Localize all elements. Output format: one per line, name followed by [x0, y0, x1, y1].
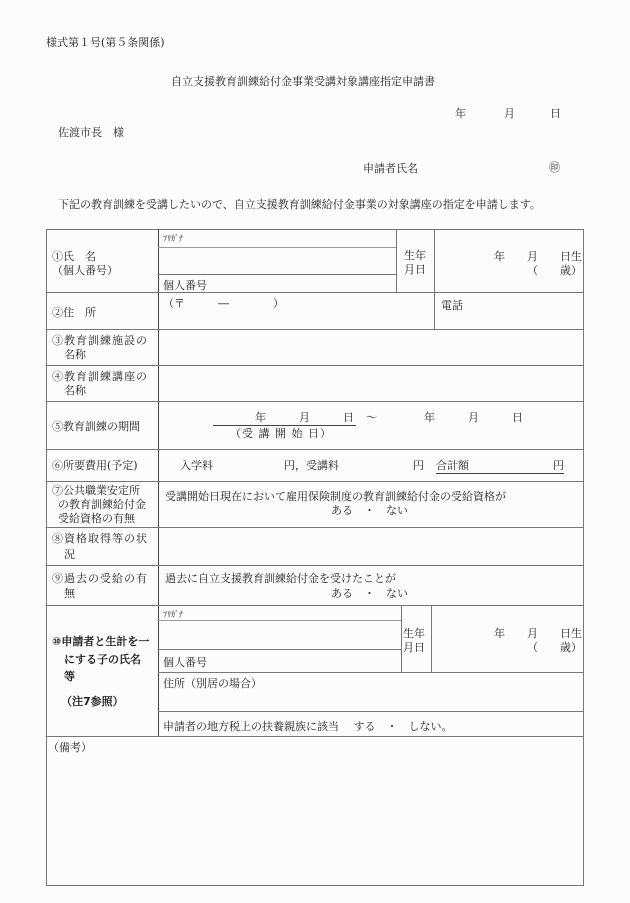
row-divider [46, 449, 584, 450]
birth-label-1: 生年 [404, 249, 426, 262]
birth-date-line[interactable]: 年 月 日生 [494, 250, 582, 263]
dependent-statement[interactable]: 申請者の地方税上の扶養親族に該当 する ・ しない。 [163, 720, 453, 733]
child-birth-col-right [431, 605, 432, 672]
row-divider [46, 329, 584, 330]
course-label: ④教育訓練講座の [52, 370, 148, 383]
child-address-divider [158, 672, 584, 673]
tuition-label: 円，受講料 [284, 459, 339, 472]
child-note: （注7参照） [61, 695, 124, 708]
date-year: 年 [455, 107, 466, 120]
name-label: ①氏 名 [52, 250, 96, 263]
postal-code[interactable]: （〒 ― ） [163, 297, 284, 310]
child-kojin-label: 個人番号 [163, 656, 207, 669]
child-label: ⑩申請者と生計を一 [52, 635, 150, 648]
birth-col-right [434, 229, 435, 329]
facility-label-2: 名称 [64, 348, 86, 361]
qualification-label: ⑧資格取得等の状 [52, 532, 148, 545]
row-divider [46, 527, 584, 528]
table-border-right [583, 229, 584, 886]
end-date[interactable]: 年 月 日 [424, 411, 523, 424]
eligibility-choice[interactable]: ある ・ ない [331, 504, 408, 517]
child-birth-label-1: 生年 [403, 627, 425, 640]
applicant-name-label: 申請者氏名 [363, 162, 418, 175]
furigana-field[interactable] [200, 231, 390, 246]
row-divider [46, 605, 584, 606]
child-address-field[interactable] [160, 690, 580, 709]
applicant-name-field[interactable] [425, 156, 543, 174]
child-furigana-label: ﾌﾘｶﾞﾅ [163, 610, 183, 619]
total-label[interactable] [436, 457, 564, 474]
past-benefit-text: 過去に自立支援教育訓練給付金を受けたことが [165, 572, 396, 585]
past-benefit-choice[interactable]: ある ・ ない [331, 587, 408, 600]
personal-number-label: （個人番号） [52, 264, 118, 277]
phone-field[interactable] [470, 295, 578, 325]
eligibility-label-3: 受給資格の有無 [58, 512, 135, 525]
addressee: 佐渡市長 様 [58, 126, 124, 139]
name-field[interactable] [160, 249, 394, 273]
qualification-field[interactable] [160, 529, 580, 563]
row-divider [46, 736, 584, 737]
eligibility-text: 受講開始日現在において雇用保険制度の教育訓練給付金の受給資格が [165, 490, 506, 503]
child-dependent-divider [158, 711, 584, 712]
date-month: 月 [504, 107, 515, 120]
child-furigana-divider [158, 620, 401, 621]
remarks-field[interactable] [50, 755, 578, 881]
facility-name-field[interactable] [160, 331, 580, 363]
seal-mark: ㊞ [549, 161, 560, 174]
course-label-2: 名称 [64, 384, 86, 397]
start-date[interactable]: 年 月 日 [213, 409, 356, 426]
statement: 下記の教育訓練を受講したいので、自立支援教育訓練給付金事業の対象講座の指定を申請します。 [58, 198, 541, 211]
total-label-text: 合計額 [436, 459, 469, 472]
child-age-line[interactable]: （ 歳） [527, 641, 582, 654]
cost-label: ⑥所要費用(予定) [52, 459, 138, 472]
child-kojin-divider [158, 649, 401, 650]
phone-label: 電話 [441, 299, 463, 312]
date-day: 日 [550, 107, 561, 120]
kojin-divider [158, 274, 396, 275]
birth-col-left [396, 229, 397, 292]
entrance-fee-label: 入学料 [180, 459, 213, 472]
furigana-label: ﾌﾘｶﾞﾅ [163, 234, 183, 243]
child-name-field[interactable] [160, 622, 399, 648]
table-border-bottom [46, 885, 584, 886]
child-birth-label-2: 月日 [403, 641, 425, 654]
remarks-label: （備考） [48, 741, 92, 754]
table-border-left [46, 229, 47, 886]
form-number: 様式第１号(第５条関係) [46, 36, 165, 49]
address-field[interactable] [160, 310, 430, 327]
tuition-field[interactable] [340, 455, 406, 471]
tuition-yen: 円 [413, 459, 424, 472]
row-divider [46, 401, 584, 402]
facility-label: ③教育訓練施設の [52, 334, 148, 347]
eligibility-label: ⑦公共職業安定所 [52, 484, 140, 497]
child-label-3: 等 [64, 670, 75, 683]
tilde: ～ [366, 411, 377, 424]
eligibility-label-2: の教育訓練給付金 [58, 498, 146, 511]
row-divider [46, 565, 584, 566]
child-kojin-field[interactable] [215, 652, 398, 670]
row-divider [46, 292, 584, 293]
total-yen: 円 [553, 459, 564, 472]
label-column-divider [158, 229, 159, 736]
start-date-caption: （受 講 開 始 日） [230, 427, 332, 440]
past-benefit-label-2: 無 [64, 587, 75, 600]
page-title: 自立支援教育訓練給付金事業受講対象講座指定申請書 [171, 75, 435, 88]
furigana-divider [158, 247, 396, 248]
course-name-field[interactable] [160, 367, 580, 399]
table-border-top [46, 229, 584, 230]
child-furigana-field[interactable] [200, 607, 395, 619]
row-divider [46, 365, 584, 366]
child-label-2: にする子の氏名 [64, 653, 141, 666]
child-birth-col-left [401, 605, 402, 672]
child-address-label: 住所（別居の場合） [163, 677, 262, 690]
child-birth-date-line[interactable]: 年 月 日生 [494, 627, 582, 640]
kojin-label: 個人番号 [163, 279, 207, 292]
past-benefit-label: ⑨過去の受給の有 [52, 572, 148, 585]
address-label: ②住 所 [52, 306, 96, 319]
birth-label-2: 月日 [404, 263, 426, 276]
qualification-label-2: 況 [64, 548, 75, 561]
kojin-field[interactable] [215, 276, 393, 291]
entrance-fee-field[interactable] [215, 455, 280, 471]
period-label: ⑤教育訓練の期間 [52, 420, 140, 433]
age-line[interactable]: （ 歳） [527, 264, 582, 277]
